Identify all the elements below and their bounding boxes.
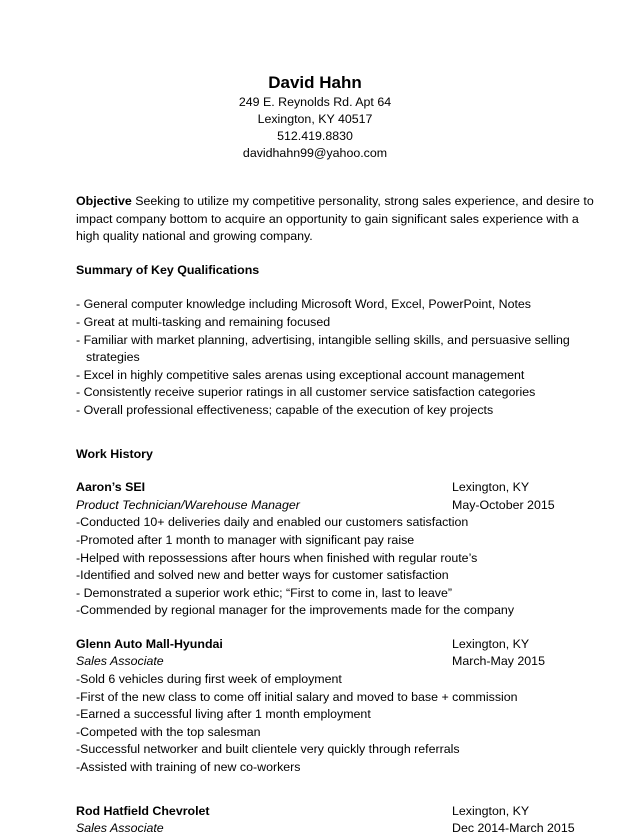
list-item: -Promoted after 1 month to manager with significant pay raise — [76, 532, 415, 547]
job-location: Lexington, KY — [452, 480, 530, 495]
list-item: - General computer knowledge including Microsoft Word, Excel, PowerPoint, Notes — [76, 297, 531, 312]
list-item: -Assisted with training of new co-workers — [76, 760, 301, 775]
company-name: Aaron’s SEI — [76, 480, 146, 495]
job-entry — [76, 636, 596, 777]
applicant-name: David Hahn — [268, 73, 362, 92]
job-entry — [76, 803, 596, 838]
resume-header — [0, 72, 630, 162]
address-line-1: 249 E. Reynolds Rd. Apt 64 — [238, 95, 392, 109]
job-dates: March-May 2015 — [452, 654, 545, 669]
list-item: -Helped with repossessions after hours when finished with regular route’s — [76, 550, 478, 565]
qualifications-list — [76, 296, 596, 419]
objective-section — [76, 193, 596, 246]
list-item: - Overall professional effectiveness; capable of the execution of key projects — [76, 402, 494, 417]
list-item: -Earned a successful living after 1 month employment — [76, 707, 371, 722]
job-dates: May-October 2015 — [452, 497, 555, 512]
job-dates: Dec 2014-March 2015 — [452, 821, 575, 836]
job-location: Lexington, KY — [452, 636, 530, 651]
list-item: -Conducted 10+ deliveries daily and enabled our customers satisfaction — [76, 515, 469, 530]
email-address: davidhahn99@yahoo.com — [242, 146, 388, 160]
list-item: -First of the new class to come off initial salary and moved to base + commission — [76, 689, 518, 704]
job-role: Sales Associate — [76, 821, 164, 836]
list-item: strategies — [86, 350, 140, 365]
objective-text: Seeking to utilize my competitive personality, strong sales experience, and desire to impact company bottom to acquire an opportunity to gain significant sales experience with a high quality national and growing company. — [76, 194, 594, 244]
list-item: -Sold 6 vehicles during first week of employment — [76, 672, 342, 687]
list-item: -Commended by regional manager for the improvements made for the company — [76, 603, 515, 618]
job-entry — [76, 479, 596, 620]
list-item: - Excel in highly competitive sales arenas using exceptional account management — [76, 367, 525, 382]
company-name: Glenn Auto Mall-Hyundai — [76, 636, 223, 651]
work-history-title: Work History — [76, 446, 153, 461]
list-item: - Consistently receive superior ratings in all customer service satisfaction categories — [76, 385, 536, 400]
list-item: - Demonstrated a superior work ethic; “First to come in, last to leave” — [76, 585, 452, 600]
objective-label: Objective — [76, 194, 132, 208]
list-item: -Competed with the top salesman — [76, 724, 261, 739]
company-name: Rod Hatfield Chevrolet — [76, 803, 210, 818]
list-item: -Identified and solved new and better ways for customer satisfaction — [76, 568, 449, 583]
list-item: -Successful networker and built clientele very quickly through referrals — [76, 742, 460, 757]
job-role: Sales Associate — [76, 654, 164, 669]
resume-body — [76, 193, 596, 838]
qualifications-title: Summary of Key Qualifications — [76, 262, 260, 277]
job-location: Lexington, KY — [452, 803, 530, 818]
list-item: - Great at multi-tasking and remaining focused — [76, 314, 331, 329]
list-item: - Familiar with market planning, advertising, intangible selling skills, and persuasive selling — [76, 332, 570, 347]
phone-number: 512.419.8830 — [277, 129, 353, 143]
job-role: Product Technician/Warehouse Manager — [76, 497, 300, 512]
address-line-2: Lexington, KY 40517 — [257, 112, 373, 126]
